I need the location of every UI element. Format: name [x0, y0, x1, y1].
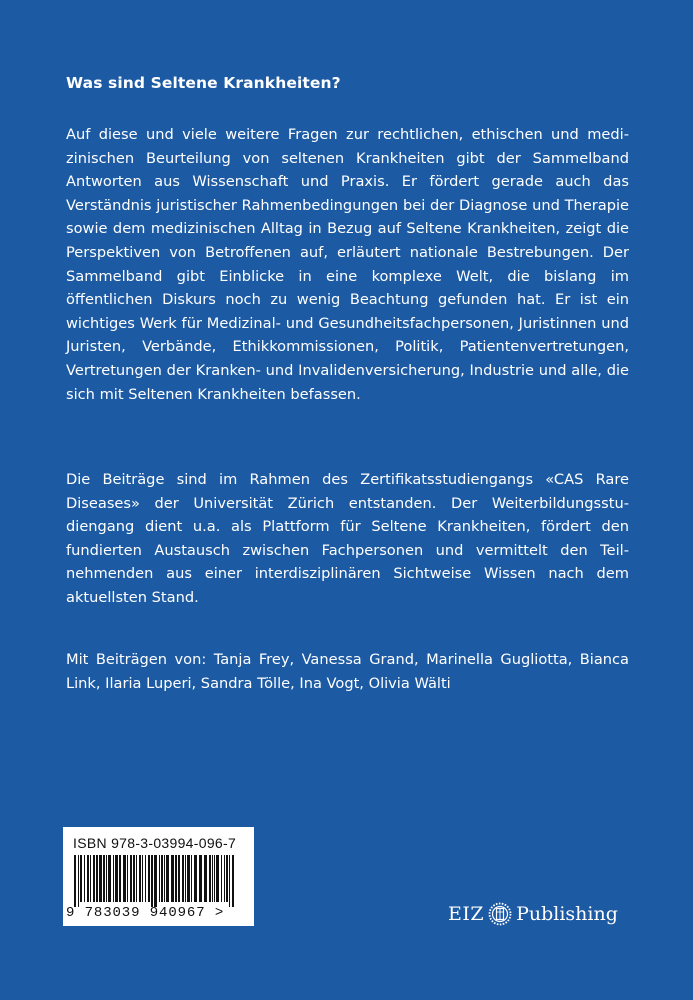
barcode-bar — [142, 855, 143, 902]
barcode-bar — [113, 855, 114, 902]
barcode-bar — [139, 855, 141, 902]
barcode-bar — [87, 855, 89, 902]
publisher-prefix: EIZ — [448, 903, 485, 925]
barcode-bar — [106, 855, 107, 902]
barcode-bar — [187, 855, 190, 902]
barcode-bar — [175, 855, 177, 902]
barcode-bar — [194, 855, 197, 902]
barcode-bar — [212, 855, 213, 902]
barcode-bar — [226, 855, 228, 902]
barcode-bar — [74, 855, 76, 907]
barcode-bar — [171, 855, 174, 902]
barcode-bar — [224, 855, 225, 902]
isbn-label: ISBN 978-3-03994-096-7 — [73, 835, 237, 851]
contributors-paragraph: Mit Beiträgen von: Tanja Frey, Vanessa Grand, Marinella Gugliotta, Bianca Link, Ilaria Luperi, Sandra Tölle, Ina Vogt, Olivia Wälti — [66, 651, 629, 692]
barcode-bar — [84, 855, 85, 902]
barcode-bar — [185, 855, 186, 902]
barcode-bar — [154, 855, 157, 907]
barcode-bar — [80, 855, 82, 902]
cover-heading: Was sind Seltene Krankheiten? — [66, 74, 341, 92]
barcode-bar — [123, 855, 126, 902]
barcode-bar — [166, 855, 169, 902]
barcode-bar — [136, 855, 137, 902]
barcode-bar — [151, 855, 153, 907]
isbn-barcode — [63, 827, 254, 926]
barcode-bar — [182, 855, 184, 902]
barcode-bar — [204, 855, 207, 902]
barcode-bars-icon — [74, 855, 236, 907]
barcode-bar — [90, 855, 91, 902]
barcode-bar — [145, 855, 146, 902]
barcode-bar — [209, 855, 211, 902]
barcode-bar — [119, 855, 121, 902]
barcode-bar — [103, 855, 105, 902]
barcode-bar — [216, 855, 219, 902]
barcode-bar — [133, 855, 135, 902]
barcode-bar — [115, 855, 118, 902]
ean-digits: 9 783039 940967 > — [66, 905, 225, 921]
publisher-logo — [448, 899, 618, 929]
barcode-bar — [221, 855, 222, 902]
barcode-bar — [130, 855, 132, 902]
barcode-bar — [78, 855, 79, 907]
barcode-bar — [96, 855, 98, 902]
origin-paragraph: Die Beiträge sind im Rahmen des Zertifikatsstudiengangs «CAS Rare Diseases» der Universität Zürich entstanden. Der Weiterbildungsstudiengang dient u.a. als Plattform für Seltene Krankheiten, fördert den fundierten Austausch zwischen Fachpersonen und vermittelt den Teilnehmenden aus einer interdisziplinären Sichtweise Wissen nach dem aktuellsten Stand. — [66, 471, 629, 606]
barcode-bar — [191, 855, 192, 902]
barcode-bar — [199, 855, 202, 902]
description-paragraph: Auf diese und viele weitere Fragen zur rechtlichen, ethischen und medizinischen Beurteilung von seltenen Krankheiten gibt der Sammelband Antworten aus Wissenschaft und Praxis. Er fördert gerade auch das Verständnis juristischer Rahmenbedingungen bei der Diagnose und Therapie sowie dem medizinischen Alltag in Bezug auf Seltene Krankheiten, zeigt die Perspektiven von Betroffenen auf, erläutert nationale Bestrebungen. Der Sammelband gibt Einblicke in eine komplexe Welt, die bislang im öffentlichen Diskurs noch zu wenig Beachtung gefunden hat. Er ist ein wichtiges Werk für Medizinal- und Gesundheitsfachpersonen, Juristinnen und Juristen, Verbände, Ethikkommissionen, Politik, Patientenvertretungen, Vertretungen der Kranken- und Invalidenversicherung, Industrie und alle, die sich mit Seltenen Krankheiten befassen. — [66, 126, 629, 403]
barcode-bar — [127, 855, 128, 902]
eiz-logo-icon — [487, 901, 513, 927]
barcode-bar — [161, 855, 163, 902]
barcode-bar — [148, 855, 150, 902]
barcode-bar — [229, 855, 230, 907]
barcode-bar — [99, 855, 102, 902]
barcode-bar — [178, 855, 180, 902]
barcode-bar — [159, 855, 160, 902]
barcode-bar — [93, 855, 95, 902]
publisher-name: Publishing — [516, 903, 618, 925]
barcode-bar — [214, 855, 215, 902]
barcode-bar — [164, 855, 165, 902]
barcode-bar — [232, 855, 234, 907]
barcode-bar — [108, 855, 111, 902]
